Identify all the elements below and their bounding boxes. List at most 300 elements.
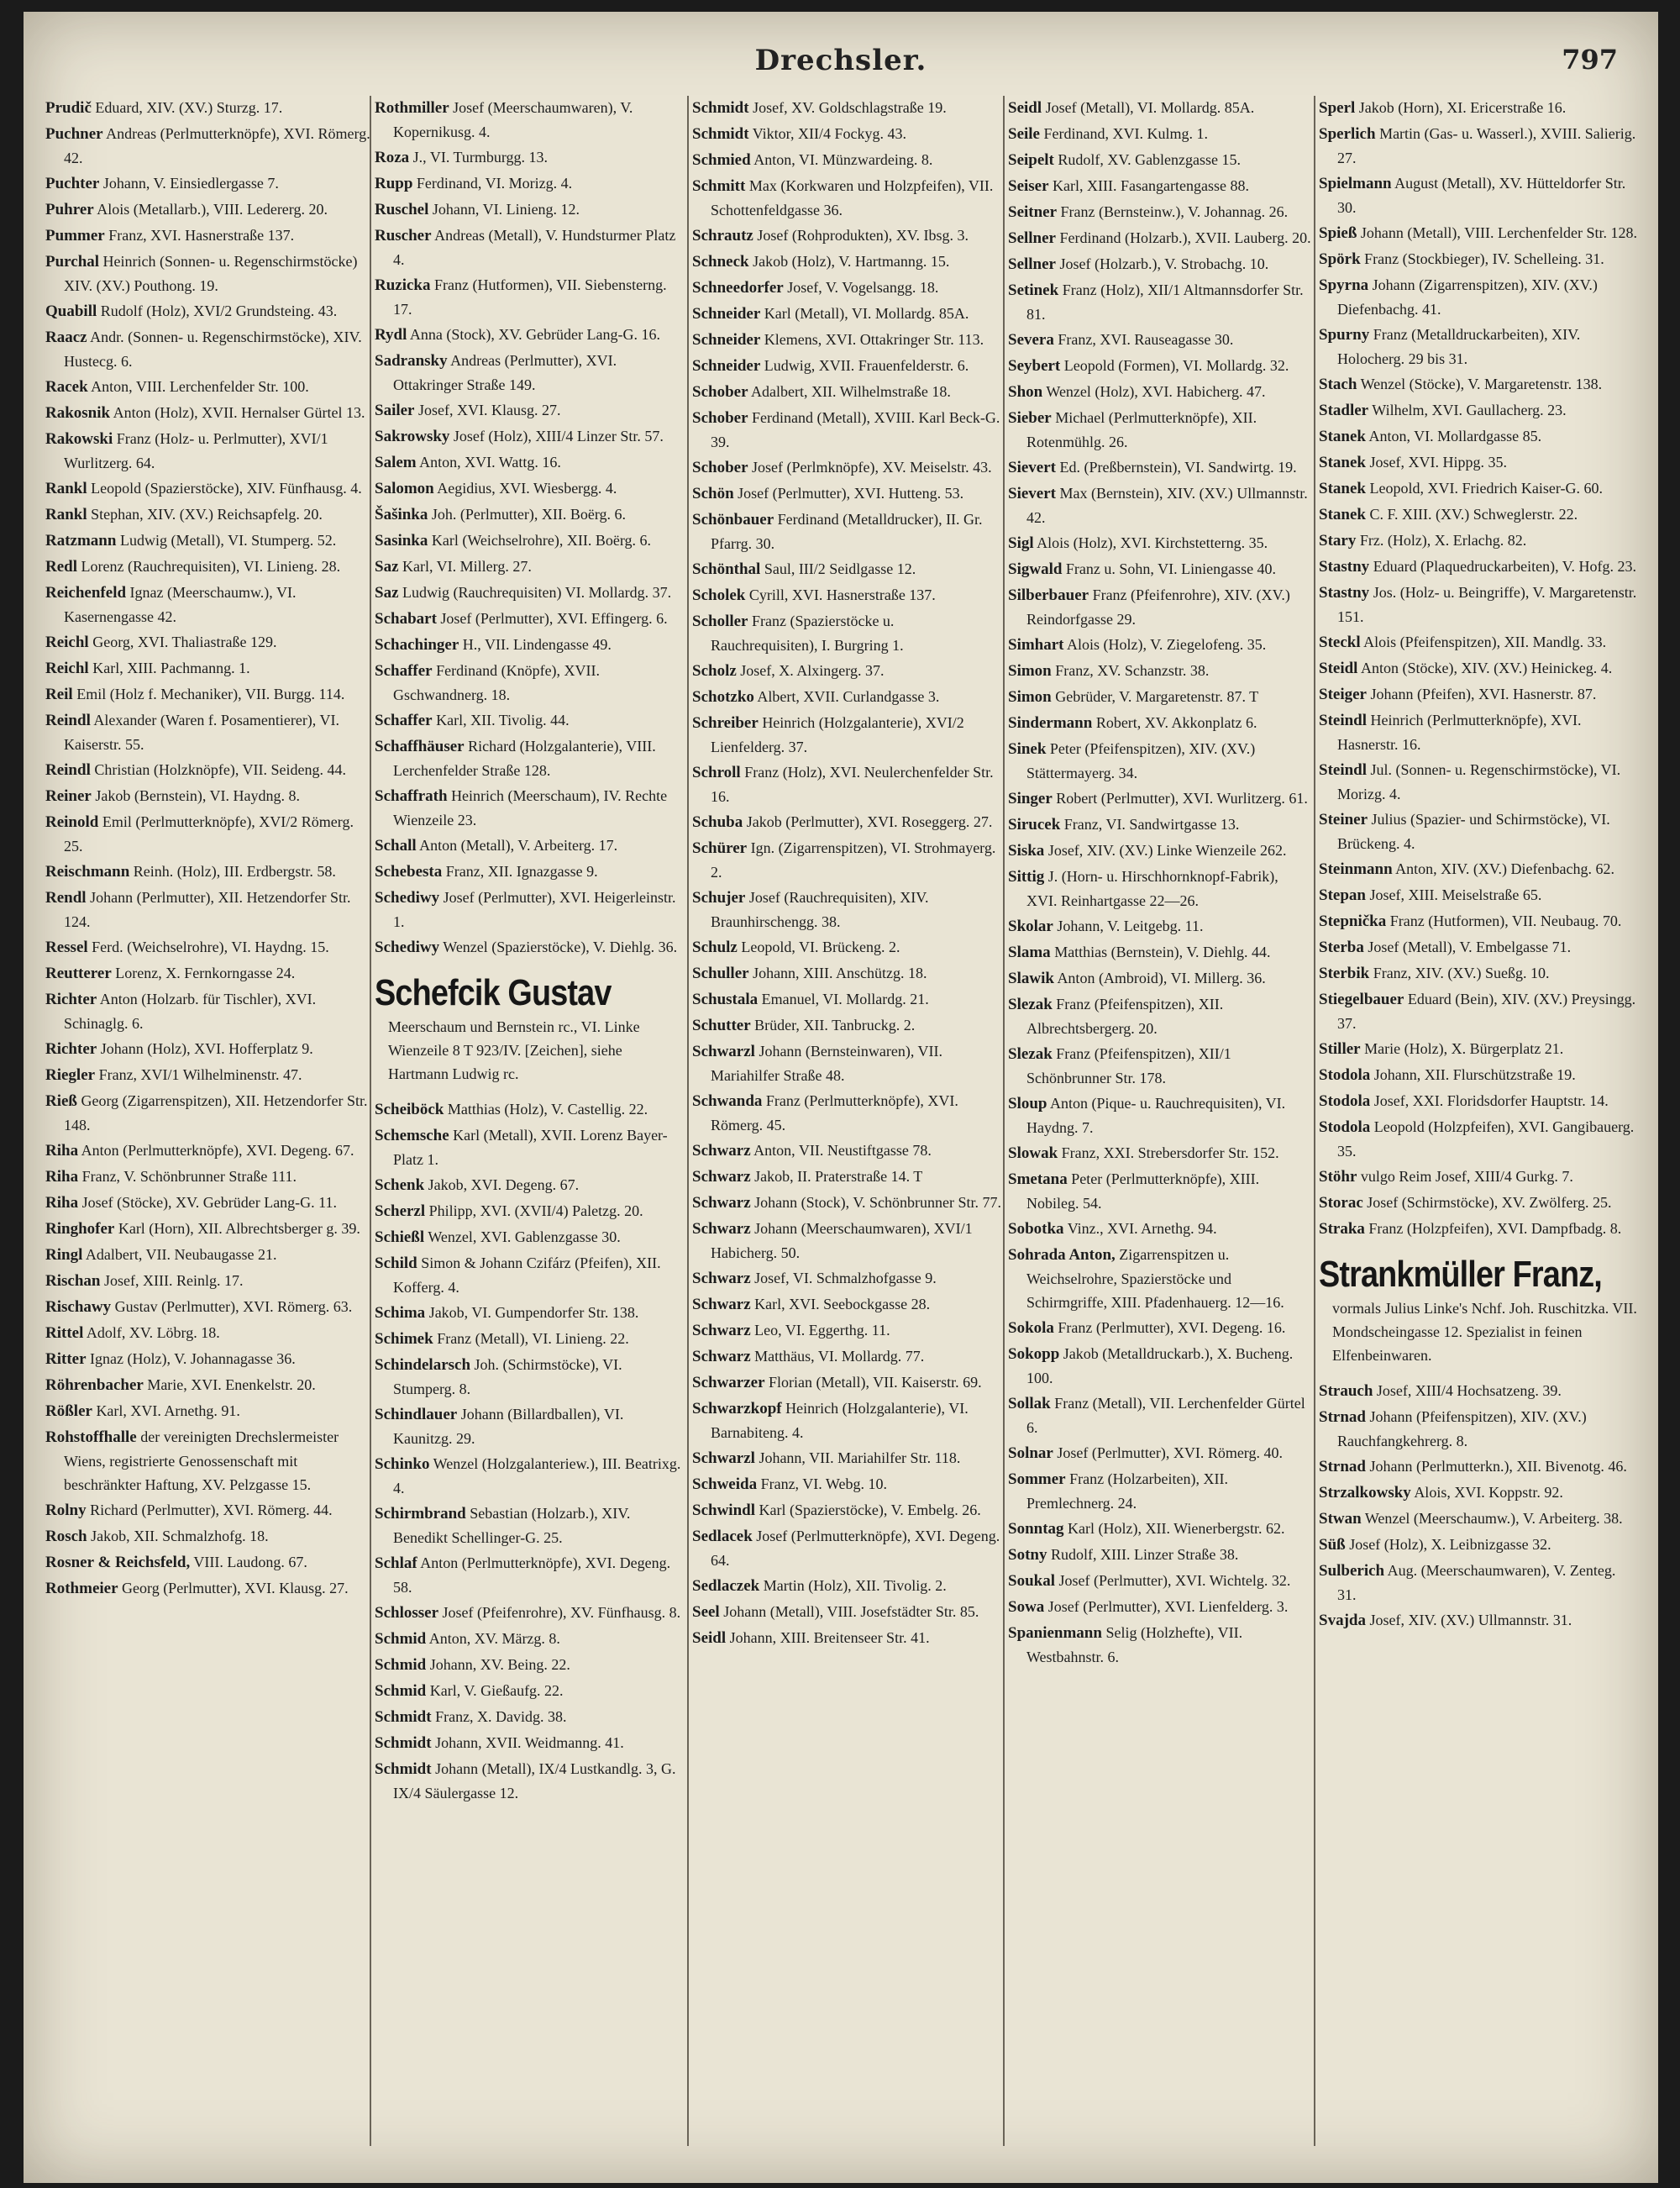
entry-name: Stanek <box>1319 454 1366 471</box>
entry-details: Gustav (Perlmutter), XVI. Römerg. 63. <box>114 1298 353 1315</box>
directory-entry <box>375 1679 685 1703</box>
entry-name: Steidl <box>1319 660 1358 677</box>
entry-name: Seipelt <box>1008 151 1054 169</box>
entry-name: Scholler <box>692 613 748 630</box>
entry-details: Karl, XVI. Arnethg. 91. <box>96 1402 240 1419</box>
entry-name: Rosner & Reichsfeld, <box>45 1554 191 1571</box>
directory-entry <box>1008 1441 1312 1465</box>
directory-entry <box>1319 1217 1638 1241</box>
directory-entry <box>1319 807 1638 855</box>
entry-details: Josef (Rauchrequisiten), XIV. Braunhirschengg. 38. <box>711 889 929 930</box>
entry-details: Johann, V. Leitgebg. 11. <box>1057 918 1204 934</box>
directory-entry <box>1008 633 1312 657</box>
entry-name: Solnar <box>1008 1444 1053 1462</box>
entry-name: Sobotka <box>1008 1220 1064 1238</box>
entry-details: Heinrich (Meerschaum), IV. Rechte Wienzeile 23. <box>393 787 668 828</box>
entry-details: Jul. (Sonnen- u. Regenschirmstöcke), VI. Morizg. 4. <box>1337 761 1621 802</box>
entry-details: Joh. (Perlmutter), XII. Boërg. 6. <box>431 506 627 523</box>
directory-entry <box>692 557 1003 581</box>
entry-details: Josef (Perlmutter), XVI. Hutteng. 53. <box>738 485 964 502</box>
entry-details: Sebastian (Holzarb.), XIV. Benedikt Schellinger-G. 25. <box>393 1505 631 1546</box>
directory-entry <box>692 1089 1003 1137</box>
directory-entry <box>375 1173 685 1197</box>
directory-entry <box>692 1626 1003 1650</box>
entry-details: Johann (Pfeifenspitzen), XIV. (XV.) Rauchfangkehrerg. 8. <box>1337 1408 1587 1449</box>
directory-entry <box>692 1165 1003 1189</box>
directory-entry <box>1319 122 1638 170</box>
entry-details: Josef (Perlmutter), XVI. Wichtelg. 32. <box>1058 1572 1291 1589</box>
column-4 <box>1008 96 1312 2146</box>
entry-details: Matthias (Holz), V. Castellig. 22. <box>447 1101 648 1118</box>
entry-details: Rudolf (Holz), XVI/2 Grundsteing. 43. <box>100 302 338 319</box>
directory-entry <box>692 711 1003 759</box>
entry-details: Anton, XIV. (XV.) Diefenbachg. 62. <box>1395 860 1614 877</box>
entry-details: Josef (Perlmutter), XVI. Effingerg. 6. <box>440 610 668 627</box>
entry-name: Schober <box>692 459 748 476</box>
entry-name: Schimek <box>375 1330 433 1348</box>
entry-name: Schwarz <box>692 1270 751 1287</box>
directory-entry <box>375 555 685 579</box>
directory-entry <box>375 197 685 222</box>
entry-details: Franz (Perlmutterknöpfe), XVI. Römerg. 45. <box>711 1092 958 1133</box>
directory-entry <box>692 174 1003 222</box>
entry-name: Raacz <box>45 329 87 346</box>
entry-name: Rolny <box>45 1502 87 1519</box>
entry-details: Vinz., XVI. Arnethg. 94. <box>1067 1220 1217 1237</box>
directory-entry <box>1008 659 1312 683</box>
entry-name: Richter <box>45 1040 97 1058</box>
entry-details: Josef, XVI. Hippg. 35. <box>1369 454 1507 471</box>
entry-name: Richter <box>45 991 97 1008</box>
directory-entry <box>692 1396 1003 1444</box>
column-5 <box>1319 96 1638 2146</box>
directory-entry <box>1008 865 1312 913</box>
entry-name: Schober <box>692 409 748 427</box>
entry-name: Schwindl <box>692 1502 755 1519</box>
entry-details: Max (Korkwaren und Holzpfeifen), VII. Schottenfeldgasse 36. <box>711 177 994 218</box>
directory-entry <box>1008 200 1312 224</box>
entry-details: Ignaz (Holz), V. Johannagasse 36. <box>90 1350 296 1367</box>
entry-name: Rydl <box>375 326 407 344</box>
entry-name: Scherzl <box>375 1202 426 1220</box>
directory-entry <box>1319 682 1638 707</box>
entry-name: Schmid <box>375 1682 427 1700</box>
entry-details: Leopold (Formen), VI. Mollardg. 32. <box>1063 357 1289 374</box>
entry-details: Anton, VIII. Lerchenfelder Str. 100. <box>91 378 309 395</box>
directory-entry <box>692 455 1003 480</box>
entry-name: Rieß <box>45 1092 77 1110</box>
entry-details: Johann (Perlmutterkn.), XII. Bivenotg. 46. <box>1369 1458 1627 1475</box>
directory-entry <box>375 1097 685 1122</box>
directory-entry <box>692 685 1003 709</box>
entry-name: Smetana <box>1008 1170 1068 1188</box>
entry-name: Schenk <box>375 1176 425 1194</box>
directory-entry <box>692 1472 1003 1496</box>
directory-entry <box>45 1399 371 1423</box>
entry-name: Straka <box>1319 1220 1365 1238</box>
entry-details: Lorenz (Rauchrequisiten), VI. Linieng. 28. <box>81 558 341 575</box>
entry-details: Karl (Weichselrohre), XII. Boërg. 6. <box>431 532 651 549</box>
entry-name: Sloup <box>1008 1095 1047 1112</box>
entry-details: Leopold, XVI. Friedrich Kaiser-G. 60. <box>1369 480 1604 497</box>
directory-entry <box>45 427 371 475</box>
entry-name: Sterba <box>1319 939 1364 956</box>
entry-details: Franz (Hutformen), VII. Neubaug. 70. <box>1389 913 1622 929</box>
directory-entry <box>1008 813 1312 837</box>
entry-details: Robert (Perlmutter), XVI. Wurlitzerg. 61. <box>1056 790 1308 807</box>
directory-entry <box>375 1123 685 1171</box>
directory-entry <box>1319 630 1638 655</box>
entry-name: Šašinka <box>375 506 428 523</box>
entry-name: Schindelarsch <box>375 1356 471 1374</box>
directory-entry <box>45 1425 371 1496</box>
entry-details: vulgo Reim Josef, XIII/4 Gurkg. 7. <box>1360 1168 1573 1185</box>
directory-entry <box>1319 424 1638 449</box>
entry-details: Anton (Holz), XVII. Hernalser Gürtel 13. <box>113 404 365 421</box>
entry-name: Schindlauer <box>375 1406 458 1423</box>
directory-entry <box>45 656 371 681</box>
entry-details: Michael (Perlmutterknöpfe), XII. Rotenmühlg. 26. <box>1026 409 1257 450</box>
directory-entry <box>45 935 371 960</box>
entry-details: Richard (Perlmutter), XVI. Römerg. 44. <box>90 1502 333 1518</box>
entry-details: Anna (Stock), XV. Gebrüder Lang-G. 16. <box>409 326 661 343</box>
entry-details: Johann (Metall), IX/4 Lustkandlg. 3, G. IX/4 Säulergasse 12. <box>393 1760 676 1801</box>
entry-details: Jakob, II. Praterstraße 14. T <box>754 1168 923 1185</box>
entry-details: Jakob (Perlmutter), XVI. Roseggerg. 27. <box>746 813 993 830</box>
entry-details: Johann (Bernsteinwaren), VII. Mariahilfer Straße 48. <box>711 1043 943 1084</box>
entry-name: Stiegelbauer <box>1319 991 1404 1008</box>
entry-name: Saz <box>375 558 399 576</box>
entry-details: Franz, VI. Webg. 10. <box>760 1475 887 1492</box>
entry-details: Peter (Pfeifenspitzen), XIV. (XV.) Stättermayerg. 34. <box>1026 740 1256 781</box>
entry-name: Roza <box>375 149 410 166</box>
entry-name: Stastny <box>1319 584 1370 602</box>
directory-entry <box>1008 1091 1312 1139</box>
directory-entry <box>1319 502 1638 527</box>
entry-name: Schirmbrand <box>375 1505 466 1523</box>
entry-details: Anton (Perlmutterknöpfe), XVI. Degeng. 58. <box>393 1554 671 1596</box>
directory-entry <box>692 276 1003 300</box>
entry-name: Steindl <box>1319 761 1368 779</box>
entry-details: Anton (Perlmutterknöpfe), XVI. Degeng. 67. <box>81 1142 354 1159</box>
directory-entry <box>1008 278 1312 326</box>
entry-details: Wenzel, XVI. Gablenzgasse 30. <box>428 1228 621 1245</box>
entry-name: Steiner <box>1319 811 1368 828</box>
entry-name: Reiner <box>45 787 92 805</box>
entry-name: Schwarzer <box>692 1374 765 1391</box>
entry-name: Schaffhäuser <box>375 738 465 755</box>
entry-name: Rendl <box>45 889 87 907</box>
directory-entry <box>375 1327 685 1351</box>
entry-details: Andreas (Metall), V. Hundsturmer Platz 4. <box>393 227 676 268</box>
entry-name: Siska <box>1008 842 1045 860</box>
directory-entry <box>692 380 1003 404</box>
entry-name: Reichl <box>45 634 89 651</box>
directory-entry <box>1319 372 1638 397</box>
entry-details: Ferdinand, XVI. Kulmg. 1. <box>1043 125 1208 142</box>
directory-entry <box>692 987 1003 1012</box>
entry-details: Josef, XIII. Meiselstraße 65. <box>1369 886 1542 903</box>
directory-entry <box>1008 354 1312 378</box>
directory-entry <box>1008 406 1312 454</box>
entry-name: Schwarz <box>692 1296 751 1313</box>
entry-details: Philipp, XVI. (XVII/4) Paletzg. 20. <box>428 1202 643 1219</box>
entry-details: Karl, XVI. Seebockgasse 28. <box>754 1296 931 1312</box>
entry-details: Georg (Perlmutter), XVI. Klausg. 27. <box>122 1580 349 1596</box>
entry-name: Saz <box>375 584 399 602</box>
directory-entry <box>375 1731 685 1755</box>
entry-details: Eduard (Bein), XIV. (XV.) Preysingg. 37. <box>1337 991 1636 1032</box>
directory-entry <box>1008 174 1312 198</box>
entry-details: Rudolf, XV. Gablenzgasse 15. <box>1058 151 1242 168</box>
directory-entry <box>45 1191 371 1215</box>
entry-name: Schediwy <box>375 939 440 956</box>
entry-name: Reichenfeld <box>45 584 127 602</box>
entry-details: Franz, XVI/1 Wilhelminenstr. 47. <box>98 1066 302 1083</box>
directory-entry <box>1008 1391 1312 1439</box>
entry-name: Simhart <box>1008 636 1064 654</box>
entry-name: Rakosnik <box>45 404 111 422</box>
directory-entry <box>375 1199 685 1223</box>
entry-details: Josef (Pfeifenrohre), XV. Fünfhausg. 8. <box>442 1604 681 1621</box>
directory-entry <box>1319 708 1638 756</box>
entry-details: Simon & Johann Czifárz (Pfeifen), XII. Kofferg. 4. <box>393 1254 661 1296</box>
directory-entry <box>692 1191 1003 1215</box>
directory-entry <box>692 810 1003 834</box>
directory-entry <box>692 1013 1003 1038</box>
entry-name: Schneider <box>692 331 761 349</box>
entry-details: Anton (Stöcke), XIV. (XV.) Heinickeg. 4. <box>1360 660 1613 676</box>
entry-details: Jakob (Horn), XI. Ericerstraße 16. <box>1358 99 1567 116</box>
directory-entry <box>1319 1165 1638 1189</box>
entry-details: Adolf, XV. Löbrg. 18. <box>86 1324 220 1341</box>
directory-entry <box>1008 1595 1312 1619</box>
advertisement-text: Meerschaum und Bernstein rc., VI. Linke Wienzeile 8 T 923/IV. [Zeichen], siehe Hartmann Ludwig rc. <box>388 1018 640 1082</box>
entry-details: Franz, X. Davidg. 38. <box>435 1708 567 1725</box>
entry-name: Schebesta <box>375 863 443 881</box>
directory-entry <box>45 630 371 655</box>
directory-entry <box>375 323 685 347</box>
entry-details: Emil (Holz f. Mechaniker), VII. Burgg. 114. <box>76 686 345 702</box>
entry-details: Peter (Perlmutterknöpfe), XIII. Nobileg. 54. <box>1026 1170 1260 1212</box>
entry-details: Josef (Perlmknöpfe), XV. Meiselstr. 43. <box>752 459 992 476</box>
entry-name: Schönbauer <box>692 511 774 529</box>
entry-name: Spyrna <box>1319 276 1369 294</box>
entry-name: Schemsche <box>375 1127 449 1144</box>
directory-entry <box>375 1301 685 1325</box>
directory-entry <box>692 508 1003 555</box>
entry-details: Heinrich (Sonnen- u. Regenschirmstöcke) XIV. (XV.) Pouthong. 19. <box>64 253 358 294</box>
entry-name: Svajda <box>1319 1612 1366 1629</box>
directory-page <box>24 12 1658 2183</box>
entry-name: Rankl <box>45 506 87 523</box>
entry-name: Rischawy <box>45 1298 112 1316</box>
entry-name: Schotzko <box>692 688 754 706</box>
directory-entry <box>1008 1243 1312 1314</box>
entry-name: Stadler <box>1319 402 1369 419</box>
entry-details: Josef (Rohprodukten), XV. Ibsg. 3. <box>757 227 969 244</box>
entry-name: Stanek <box>1319 428 1366 445</box>
entry-details: Richard (Holzgalanterie), VIII. Lerchenfelder Straße 128. <box>393 738 656 779</box>
entry-details: Karl, XIII. Pachmanng. 1. <box>92 660 250 676</box>
entry-details: Adalbert, VII. Neubaugasse 21. <box>85 1246 277 1263</box>
entry-name: Schwarz <box>692 1220 751 1238</box>
directory-entry <box>45 171 371 196</box>
entry-name: Rakowski <box>45 430 113 448</box>
directory-entry <box>692 961 1003 986</box>
entry-details: Franz, XV. Schanzstr. 38. <box>1055 662 1210 679</box>
directory-entry <box>375 708 685 733</box>
entry-details: Franz (Holz), XII/1 Altmannsdorfer Str. 81. <box>1026 281 1304 323</box>
entry-details: Selig (Holzhefte), VII. Westbahnstr. 6. <box>1026 1624 1243 1665</box>
entry-name: Schmidt <box>375 1734 432 1752</box>
directory-entry <box>692 1217 1003 1265</box>
directory-entry <box>375 1402 685 1450</box>
entry-name: Spörk <box>1319 250 1361 268</box>
entry-name: Strauch <box>1319 1382 1373 1400</box>
entry-name: Schaffer <box>375 712 433 729</box>
entry-details: Ferd. (Weichselrohre), VI. Haydng. 15. <box>92 939 329 955</box>
entry-name: Severa <box>1008 331 1054 349</box>
directory-entry <box>692 224 1003 248</box>
entry-name: Steiger <box>1319 686 1367 703</box>
entry-name: Sperl <box>1319 99 1356 117</box>
entry-name: Reil <box>45 686 73 703</box>
directory-entry <box>45 1524 371 1549</box>
entry-details: Leo, VI. Eggerthg. 11. <box>754 1322 890 1339</box>
entry-name: Redl <box>45 558 77 576</box>
directory-entry <box>375 784 685 832</box>
entry-details: Josef (Metall), VI. Mollardg. 85A. <box>1045 99 1255 116</box>
entry-details: Josef (Holz), X. Leibnizgasse 32. <box>1349 1536 1551 1553</box>
directory-entry <box>1319 758 1638 806</box>
entry-details: Jakob, XII. Schmalzhofg. 18. <box>91 1528 269 1544</box>
directory-entry <box>1008 583 1312 631</box>
directory-entry <box>1008 455 1312 480</box>
entry-details: Johann, XII. Flurschützstraße 19. <box>1373 1066 1576 1083</box>
entry-name: Seile <box>1008 125 1040 143</box>
entry-details: Johann (Pfeifen), XVI. Hasnerstr. 87. <box>1370 686 1597 702</box>
entry-name: Ruzicka <box>375 276 431 294</box>
entry-name: Silberbauer <box>1008 586 1089 604</box>
entry-name: Seybert <box>1008 357 1061 375</box>
directory-entry <box>375 1452 685 1500</box>
directory-entry <box>375 1705 685 1729</box>
directory-entry <box>1319 323 1638 371</box>
entry-name: Röhrenbacher <box>45 1376 144 1394</box>
directory-entry <box>1008 966 1312 991</box>
entry-name: Schabart <box>375 610 437 628</box>
directory-entry <box>1319 1533 1638 1557</box>
directory-entry <box>375 398 685 423</box>
entry-details: Ludwig, XVII. Frauenfelderstr. 6. <box>764 357 969 374</box>
entry-name: Ruscher <box>375 227 432 245</box>
directory-entry <box>1319 961 1638 986</box>
entry-details: Julius (Spazier- und Schirmstöcke), VI. Brückeng. 4. <box>1337 811 1610 852</box>
entry-details: Johann (Holz), XVI. Hofferplatz 9. <box>100 1040 313 1057</box>
directory-entry <box>692 1139 1003 1163</box>
entry-name: Stanek <box>1319 480 1366 497</box>
entry-details: Rudolf, XIII. Linzer Straße 38. <box>1050 1546 1239 1563</box>
entry-name: Schaffrath <box>375 787 448 805</box>
entry-name: Sterbik <box>1319 965 1370 982</box>
entry-name: Schober <box>692 383 748 401</box>
entry-details: Wilhelm, XVI. Gaullacherg. 23. <box>1372 402 1567 418</box>
directory-entry <box>45 250 371 297</box>
directory-entry <box>692 406 1003 454</box>
entry-details: Johann, XIII. Breitenseer Str. 41. <box>729 1629 930 1646</box>
entry-name: Reichl <box>45 660 89 677</box>
entry-details: Jakob, VI. Gumpendorfer Str. 138. <box>428 1304 639 1321</box>
entry-name: Racek <box>45 378 88 396</box>
directory-entry <box>375 502 685 527</box>
directory-entry <box>1319 1559 1638 1607</box>
entry-details: Anton (Metall), V. Arbeiterg. 17. <box>419 837 618 854</box>
entry-details: Karl, VI. Millerg. 27. <box>402 558 532 575</box>
directory-entry <box>1319 1037 1638 1061</box>
directory-entry <box>375 450 685 475</box>
page-number: 797 <box>1562 44 1618 76</box>
entry-name: Scheiböck <box>375 1101 444 1118</box>
advertisement <box>375 971 685 1086</box>
entry-name: Schlaf <box>375 1554 417 1572</box>
entry-name: Schaffer <box>375 662 433 680</box>
directory-entry <box>45 961 371 986</box>
entry-details: Leopold, VI. Brückeng. 2. <box>741 939 900 955</box>
entry-details: Georg (Zigarrenspitzen), XII. Hetzendorfer Str. 148. <box>64 1092 368 1133</box>
entry-name: Shon <box>1008 383 1043 401</box>
column-2 <box>375 96 685 2146</box>
directory-entry <box>45 1295 371 1319</box>
entry-name: Sommer <box>1008 1470 1066 1488</box>
directory-entry <box>1319 1191 1638 1215</box>
entry-name: Prudič <box>45 99 92 117</box>
entry-details: Josef, XIII/4 Hochsatzeng. 39. <box>1376 1382 1562 1399</box>
entry-name: Schweida <box>692 1475 758 1493</box>
entry-details: August (Metall), XV. Hütteldorfer Str. 30. <box>1337 175 1626 216</box>
entry-details: Josef (Perlmutterknöpfe), XVI. Degeng. 64. <box>711 1528 1000 1569</box>
directory-entry <box>1319 398 1638 423</box>
directory-entry <box>692 302 1003 326</box>
directory-entry <box>45 1063 371 1087</box>
entry-name: Sonntag <box>1008 1520 1064 1538</box>
entry-name: Schmidt <box>375 1708 432 1726</box>
directory-entry <box>45 502 371 527</box>
directory-entry <box>692 96 1003 120</box>
entry-name: Slama <box>1008 944 1051 961</box>
entry-name: Stanek <box>1319 506 1366 523</box>
entry-name: Sakrowsky <box>375 428 450 445</box>
entry-name: Skolar <box>1008 918 1053 935</box>
directory-entry <box>375 349 685 397</box>
entry-name: Schießl <box>375 1228 425 1246</box>
entry-name: Seiser <box>1008 177 1049 195</box>
entry-details: Johann, XV. Being. 22. <box>429 1656 570 1673</box>
entry-details: Franz (Holz), XVI. Neulerchenfelder Str. 16. <box>711 764 994 805</box>
entry-name: Sokopp <box>1008 1345 1060 1363</box>
entry-name: Schmied <box>692 151 751 169</box>
entry-name: Sedlacek <box>692 1528 753 1545</box>
directory-entry <box>1008 711 1312 735</box>
entry-name: Rischan <box>45 1272 101 1290</box>
directory-entry <box>45 1089 371 1137</box>
entry-details: Anton, XVI. Wattg. 16. <box>419 454 561 471</box>
entry-details: Ed. (Preßbernstein), VI. Sandwirtg. 19. <box>1059 459 1297 476</box>
entry-details: Franz, XXI. Strebersdorfer Str. 152. <box>1061 1144 1279 1161</box>
entry-name: Pummer <box>45 227 105 245</box>
running-head: Drechsler. <box>754 44 927 77</box>
entry-name: Sellner <box>1008 255 1056 273</box>
